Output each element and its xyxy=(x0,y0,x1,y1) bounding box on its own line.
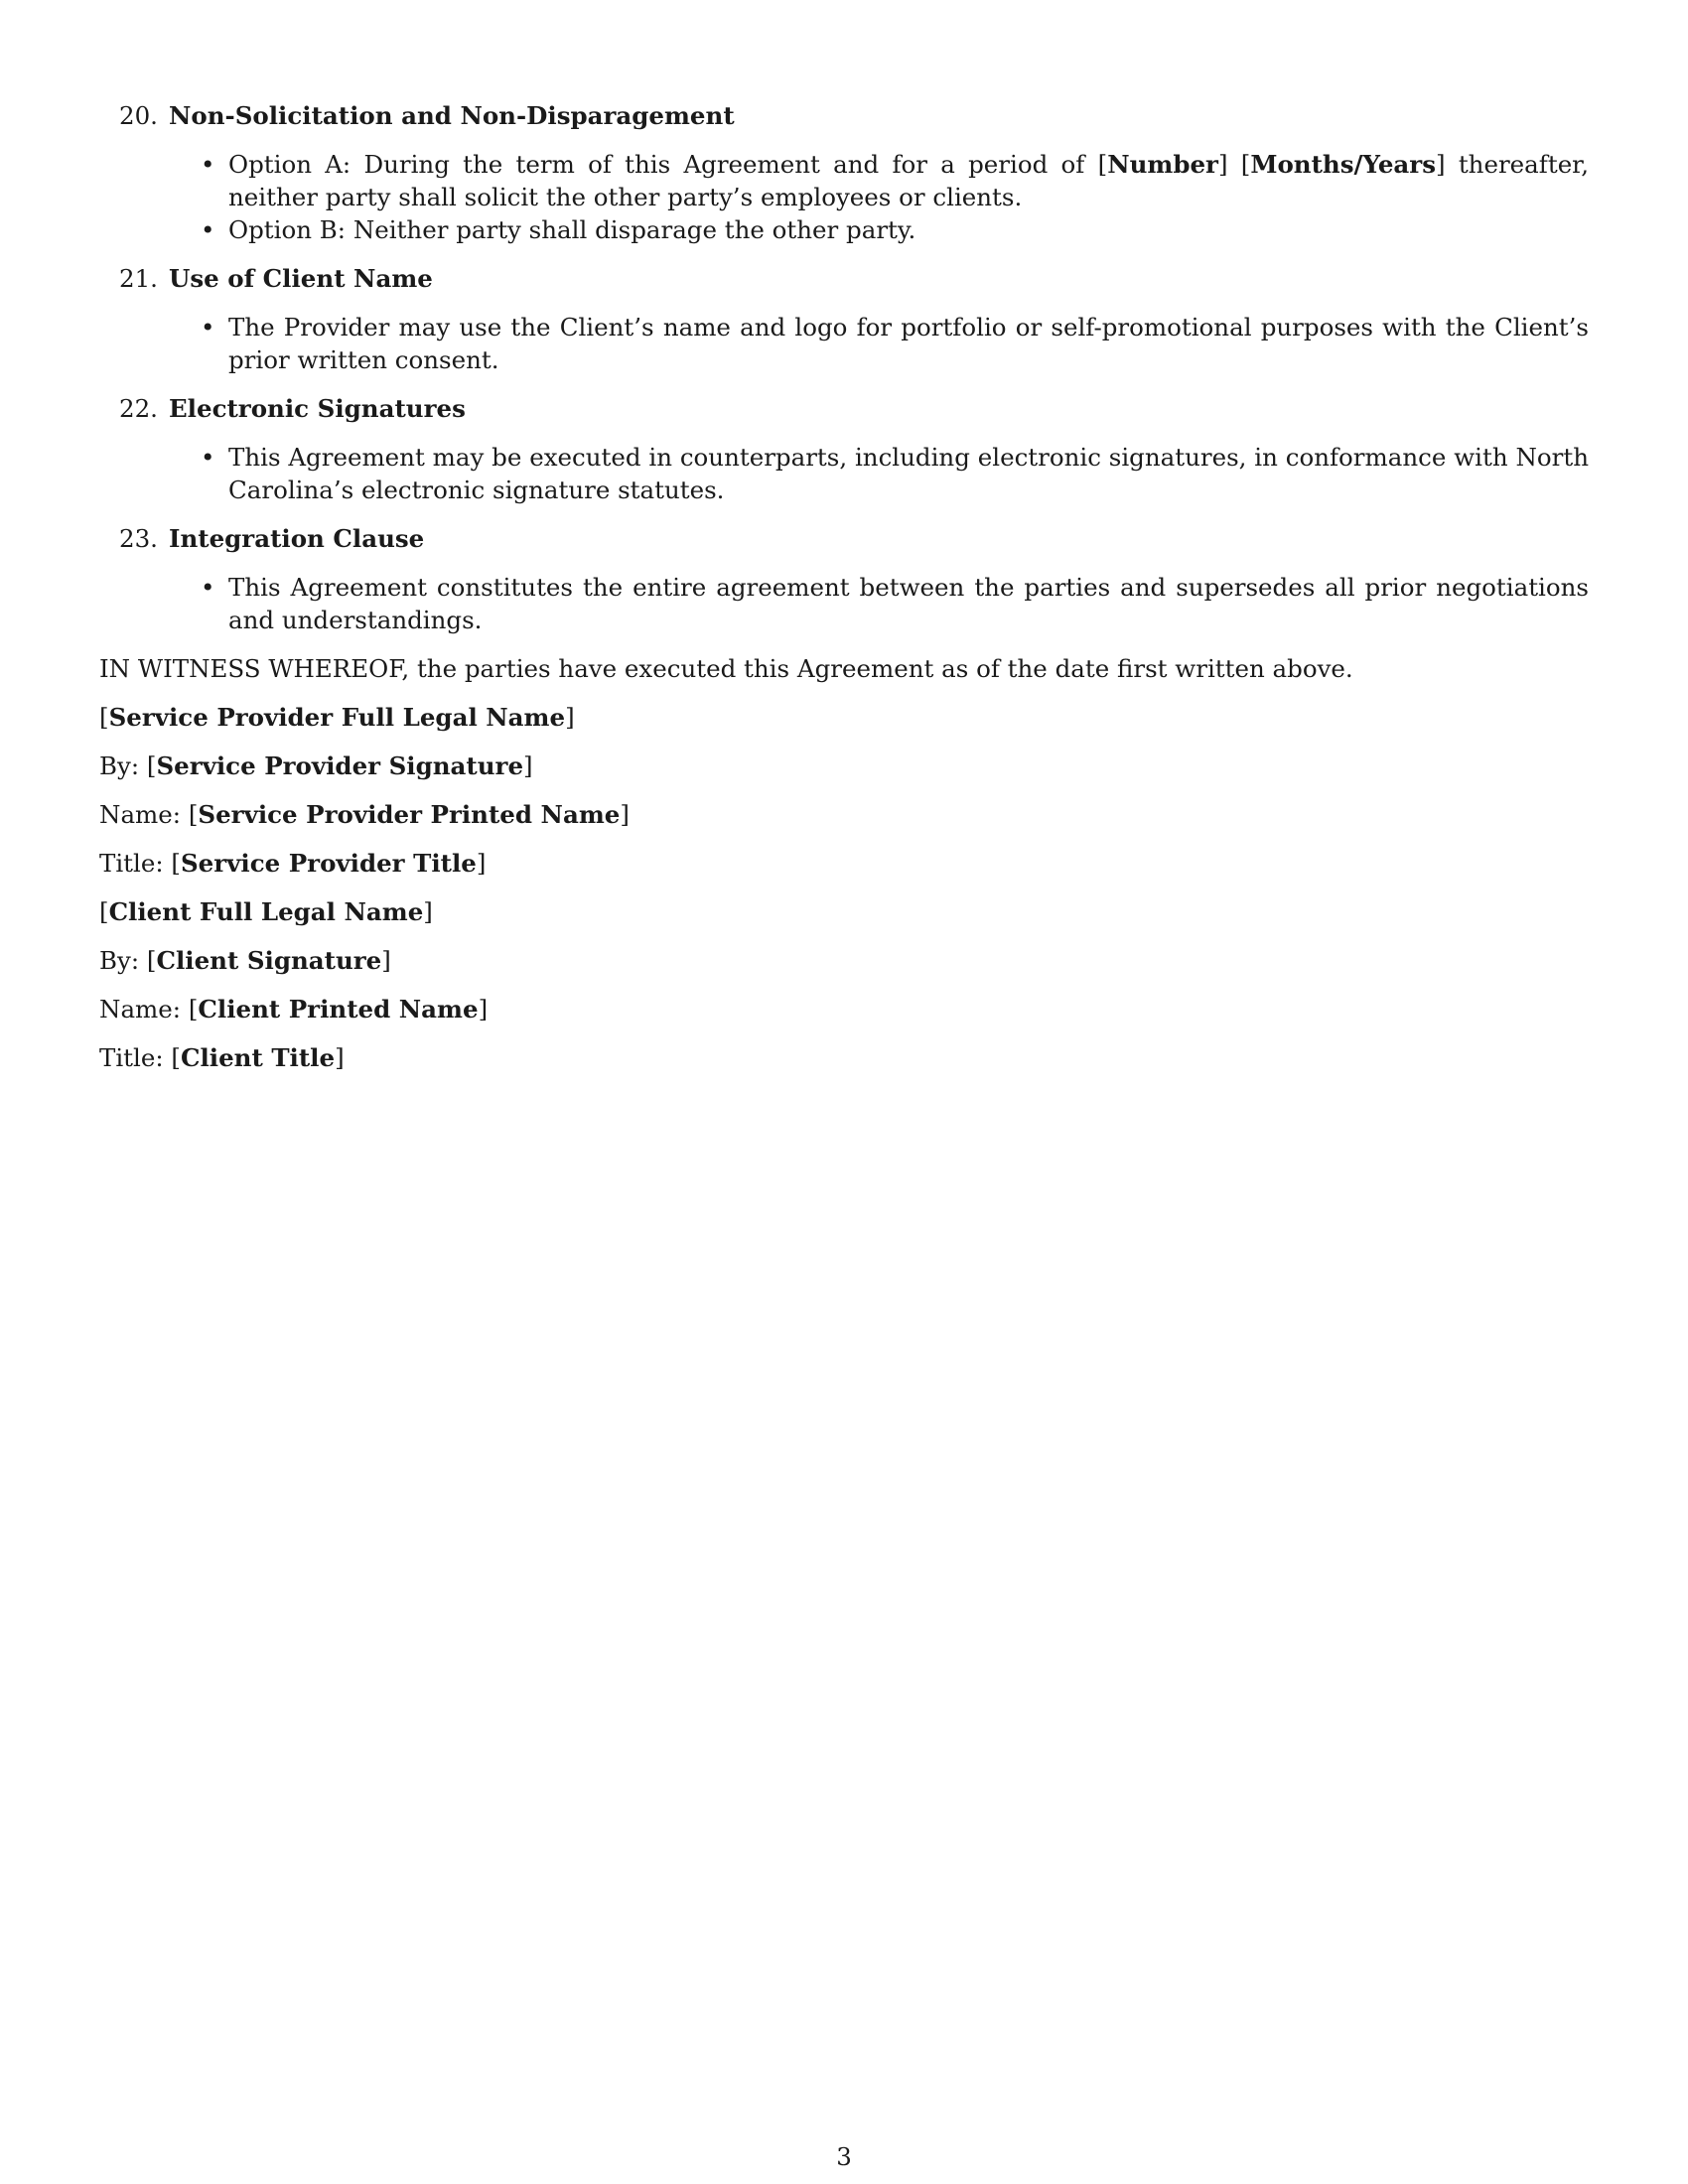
signature-line: Title: [Client Title] xyxy=(99,1043,345,1072)
section-21 xyxy=(99,262,1589,376)
signature-block xyxy=(99,701,1589,1074)
bullet-text: This Agreement may be executed in counterparts, including electronic signatures, in conformance with North Carolina’s electronic signature statutes. xyxy=(228,443,1589,504)
bullet-dot-icon: • xyxy=(201,573,215,602)
section-22 xyxy=(99,392,1589,506)
section-title: Use of Client Name xyxy=(169,264,433,293)
section-number: 23. xyxy=(119,524,158,553)
bullet-dot-icon: • xyxy=(201,313,215,341)
bullet-item xyxy=(99,311,1589,376)
bullet-item xyxy=(99,213,1589,246)
section-23 xyxy=(99,522,1589,636)
bullet-dot-icon: • xyxy=(201,150,215,179)
bullet-item xyxy=(99,571,1589,636)
signature-placeholder: Service Provider Signature xyxy=(156,751,524,780)
section-heading xyxy=(99,99,1589,132)
signature-label: Name: xyxy=(99,995,189,1024)
section-title: Electronic Signatures xyxy=(169,394,466,423)
bullet-text: ] [ xyxy=(1217,150,1251,179)
signature-line: [Client Full Legal Name] xyxy=(99,897,433,926)
signature-placeholder: Service Provider Title xyxy=(180,849,477,878)
section-number: 22. xyxy=(119,394,158,423)
bullet-text: The Provider may use the Client’s name and logo for portfolio or self-promotional purposes with the Client’s prior written consent. xyxy=(228,313,1589,374)
bullet-dot-icon: • xyxy=(201,443,215,472)
signature-placeholder: Client Full Legal Name xyxy=(108,897,424,926)
signature-placeholder: Service Provider Printed Name xyxy=(198,800,621,829)
signature-line: Name: [Client Printed Name] xyxy=(99,995,489,1024)
signature-placeholder: Client Signature xyxy=(156,946,382,975)
signature-line: [Service Provider Full Legal Name] xyxy=(99,703,575,732)
signature-placeholder: Service Provider Full Legal Name xyxy=(108,703,566,732)
signature-line: By: [Service Provider Signature] xyxy=(99,751,533,780)
signature-label: Title: xyxy=(99,1043,172,1072)
section-title: Non-Solicitation and Non-Disparagement xyxy=(169,101,735,130)
section-number: 20. xyxy=(119,101,158,130)
document-page xyxy=(99,99,1589,1090)
signature-placeholder: Client Title xyxy=(180,1043,336,1072)
signature-label: Title: xyxy=(99,849,172,878)
signature-label: Name: xyxy=(99,800,189,829)
section-heading xyxy=(99,392,1589,425)
section-number: 21. xyxy=(119,264,158,293)
bullet-list xyxy=(99,311,1589,376)
placeholder-field: Months/Years xyxy=(1250,150,1437,179)
bullet-text: Option A: During the term of this Agreement and for a period of [ xyxy=(228,150,1108,179)
witness-statement: IN WITNESS WHEREOF, the parties have executed this Agreement as of the date first written above. xyxy=(99,654,1353,683)
bullet-item xyxy=(99,441,1589,506)
sections-list xyxy=(99,99,1589,636)
bullet-list xyxy=(99,571,1589,636)
bullet-text: Option B: Neither party shall disparage the other party. xyxy=(228,215,916,244)
bullet-dot-icon: • xyxy=(201,215,215,244)
section-20 xyxy=(99,99,1589,246)
bullet-text: ] thereafter, neither party shall solicit the other party’s employees or clients. xyxy=(228,150,1589,211)
signature-placeholder: Client Printed Name xyxy=(198,995,479,1024)
bullet-text: This Agreement constitutes the entire agreement between the parties and supersedes all prior negotiations and understandings. xyxy=(228,573,1589,634)
signature-label: By: xyxy=(99,751,147,780)
bullet-item xyxy=(99,148,1589,213)
signature-line: Name: [Service Provider Printed Name] xyxy=(99,800,630,829)
signature-line: Title: [Service Provider Title] xyxy=(99,849,487,878)
section-heading xyxy=(99,522,1589,555)
page-number: 3 xyxy=(836,2142,852,2171)
bullet-list xyxy=(99,441,1589,506)
signature-label: By: xyxy=(99,946,147,975)
section-title: Integration Clause xyxy=(169,524,425,553)
signature-line: By: [Client Signature] xyxy=(99,946,391,975)
placeholder-field: Number xyxy=(1107,150,1218,179)
bullet-list xyxy=(99,148,1589,246)
section-heading xyxy=(99,262,1589,295)
